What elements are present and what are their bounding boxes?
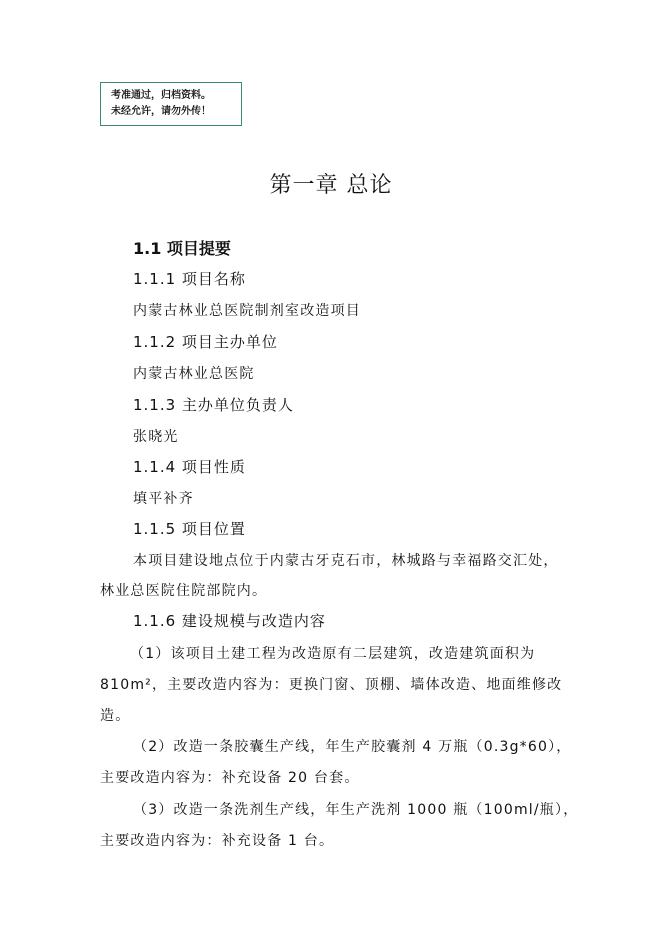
item-2-line-1: （2）改造一条胶囊生产线，年生产胶囊剂 4 万瓶（0.3g*60）， xyxy=(133,739,572,755)
section-heading-1-1-2: 1.1.2 项目主办单位 xyxy=(133,333,278,351)
responsible-person-text: 张晓光 xyxy=(133,429,179,445)
item-1-line-1: （1）该项目土建工程为改造原有二层建筑，改造建筑面积为 xyxy=(130,646,536,662)
location-text-line-2: 林业总医院住院部院内。 xyxy=(100,583,268,599)
item-1-line-3: 造。 xyxy=(100,708,131,724)
project-nature-text: 填平补齐 xyxy=(133,491,194,507)
approval-stamp xyxy=(100,82,242,126)
location-text-line-1: 本项目建设地点位于内蒙古牙克石市，林城路与幸福路交汇处， xyxy=(133,553,559,569)
sponsor-text: 内蒙古林业总医院 xyxy=(133,366,255,382)
item-1-line-2: 810m²，主要改造内容为：更换门窗、顶棚、墙体改造、地面维修改 xyxy=(100,677,563,693)
stamp-line-2: 未经允许，请勿外传！ xyxy=(111,106,211,117)
section-heading-1-1-1: 1.1.1 项目名称 xyxy=(133,270,246,288)
item-3-line-1: （3）改造一条洗剂生产线，年生产洗剂 1000 瓶（100ml/瓶）， xyxy=(133,802,579,818)
stamp-line-1: 考准通过，归档资料。 xyxy=(111,90,211,101)
section-heading-1-1-4: 1.1.4 项目性质 xyxy=(133,458,246,476)
chapter-title: 第一章 总论 xyxy=(269,173,393,198)
section-heading-1-1-6: 1.1.6 建设规模与改造内容 xyxy=(133,612,326,630)
item-3-line-2: 主要改造内容为：补充设备 1 台。 xyxy=(100,833,335,849)
project-name-text: 内蒙古林业总医院制剂室改造项目 xyxy=(133,303,361,319)
section-heading-1-1-5: 1.1.5 项目位置 xyxy=(133,520,246,538)
item-2-line-2: 主要改造内容为：补充设备 20 台套。 xyxy=(100,770,360,786)
section-heading-1-1-3: 1.1.3 主办单位负责人 xyxy=(133,396,294,414)
section-heading-1-1: 1.1 项目提要 xyxy=(133,239,231,258)
